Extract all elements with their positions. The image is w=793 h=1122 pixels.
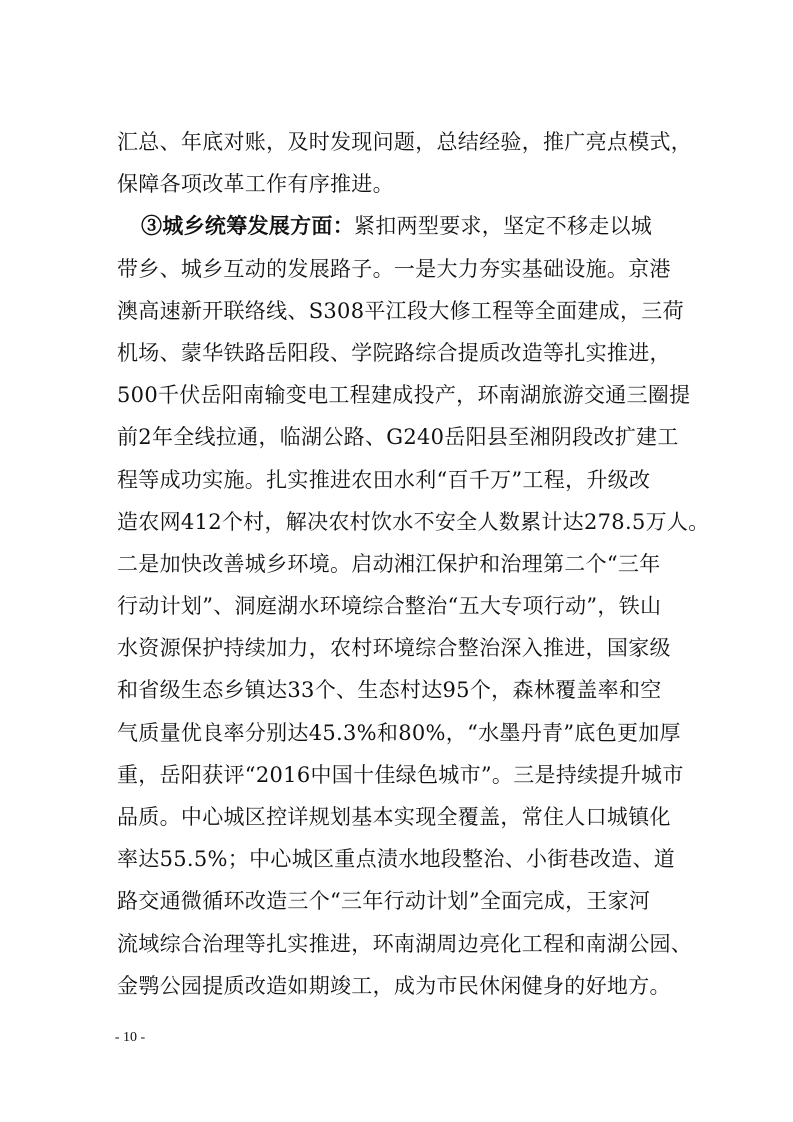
paragraph-line: 水资源保护持续加力，农村环境综合整治深入推进，国家级 (117, 636, 671, 661)
paragraph-line: 气质量优良率分别达45.3%和80%，“水墨丹青”底色更加厚 (117, 720, 681, 745)
paragraph-line: 流域综合治理等扎实推进，环南湖周边亮化工程和南湖公园、 (117, 931, 693, 956)
paragraph-line: 机场、蒙华铁路岳阳段、学院路综合提质改造等扎实推进， (117, 340, 671, 365)
body-text (117, 121, 710, 1007)
paragraph-line: 行动计划”、洞庭湖水环境综合整治“五大专项行动”，铁山 (117, 594, 662, 619)
paragraph-line: 二是加快改善城乡环境。启动湘江保护和治理第二个“三年 (117, 551, 661, 576)
paragraph-line: 造农网412个村，解决农村饮水不安全人数累计达278.5万人。 (117, 509, 710, 534)
section-heading: ③城乡统筹发展方面： (141, 213, 354, 239)
section-line (117, 205, 679, 247)
paragraph-line: 率达55.5%；中心城区重点渍水地段整治、小街巷改造、道 (117, 847, 676, 872)
paragraph-line: 金鹗公园提质改造如期竣工，成为市民休闲健身的好地方。 (117, 973, 671, 998)
paragraph-line: 程等成功实施。扎实推进农田水利“百千万”工程，升级改 (117, 467, 651, 492)
paragraph-line: 澳高速新开联络线、S308平江段大修工程等全面建成，三荷 (117, 298, 684, 323)
paragraph-line: 500千伏岳阳南输变电工程建成投产，环南湖旅游交通三圈提 (117, 383, 691, 408)
paragraph-line: 路交通微循环改造三个“三年行动计划”全面完成，王家河 (117, 889, 651, 914)
section-heading-rest: 紧扣两型要求，坚定不移走以城 (354, 214, 653, 239)
paragraph-line: 汇总、年底对账，及时发现问题，总结经验，推广亮点模式， (117, 130, 693, 154)
page-number: - 10 - (114, 1030, 146, 1045)
paragraph-line: 带乡、城乡互动的发展路子。一是大力夯实基础设施。京港 (117, 256, 671, 281)
paragraph-line: 前2年全线拉通，临湖公路、G240岳阳县至湘阴段改扩建工 (117, 425, 679, 450)
paragraph-line: 重，岳阳获评“2016中国十佳绿色城市”。三是持续提升城市 (117, 762, 684, 787)
paragraph-line: 品质。中心城区控详规划基本实现全覆盖，常住人口城镇化 (117, 805, 671, 829)
paragraph-line: 保障各项改革工作有序推进。 (117, 172, 394, 197)
paragraph-line: 和省级生态乡镇达33个、生态村达95个，森林覆盖率和空 (117, 678, 662, 703)
